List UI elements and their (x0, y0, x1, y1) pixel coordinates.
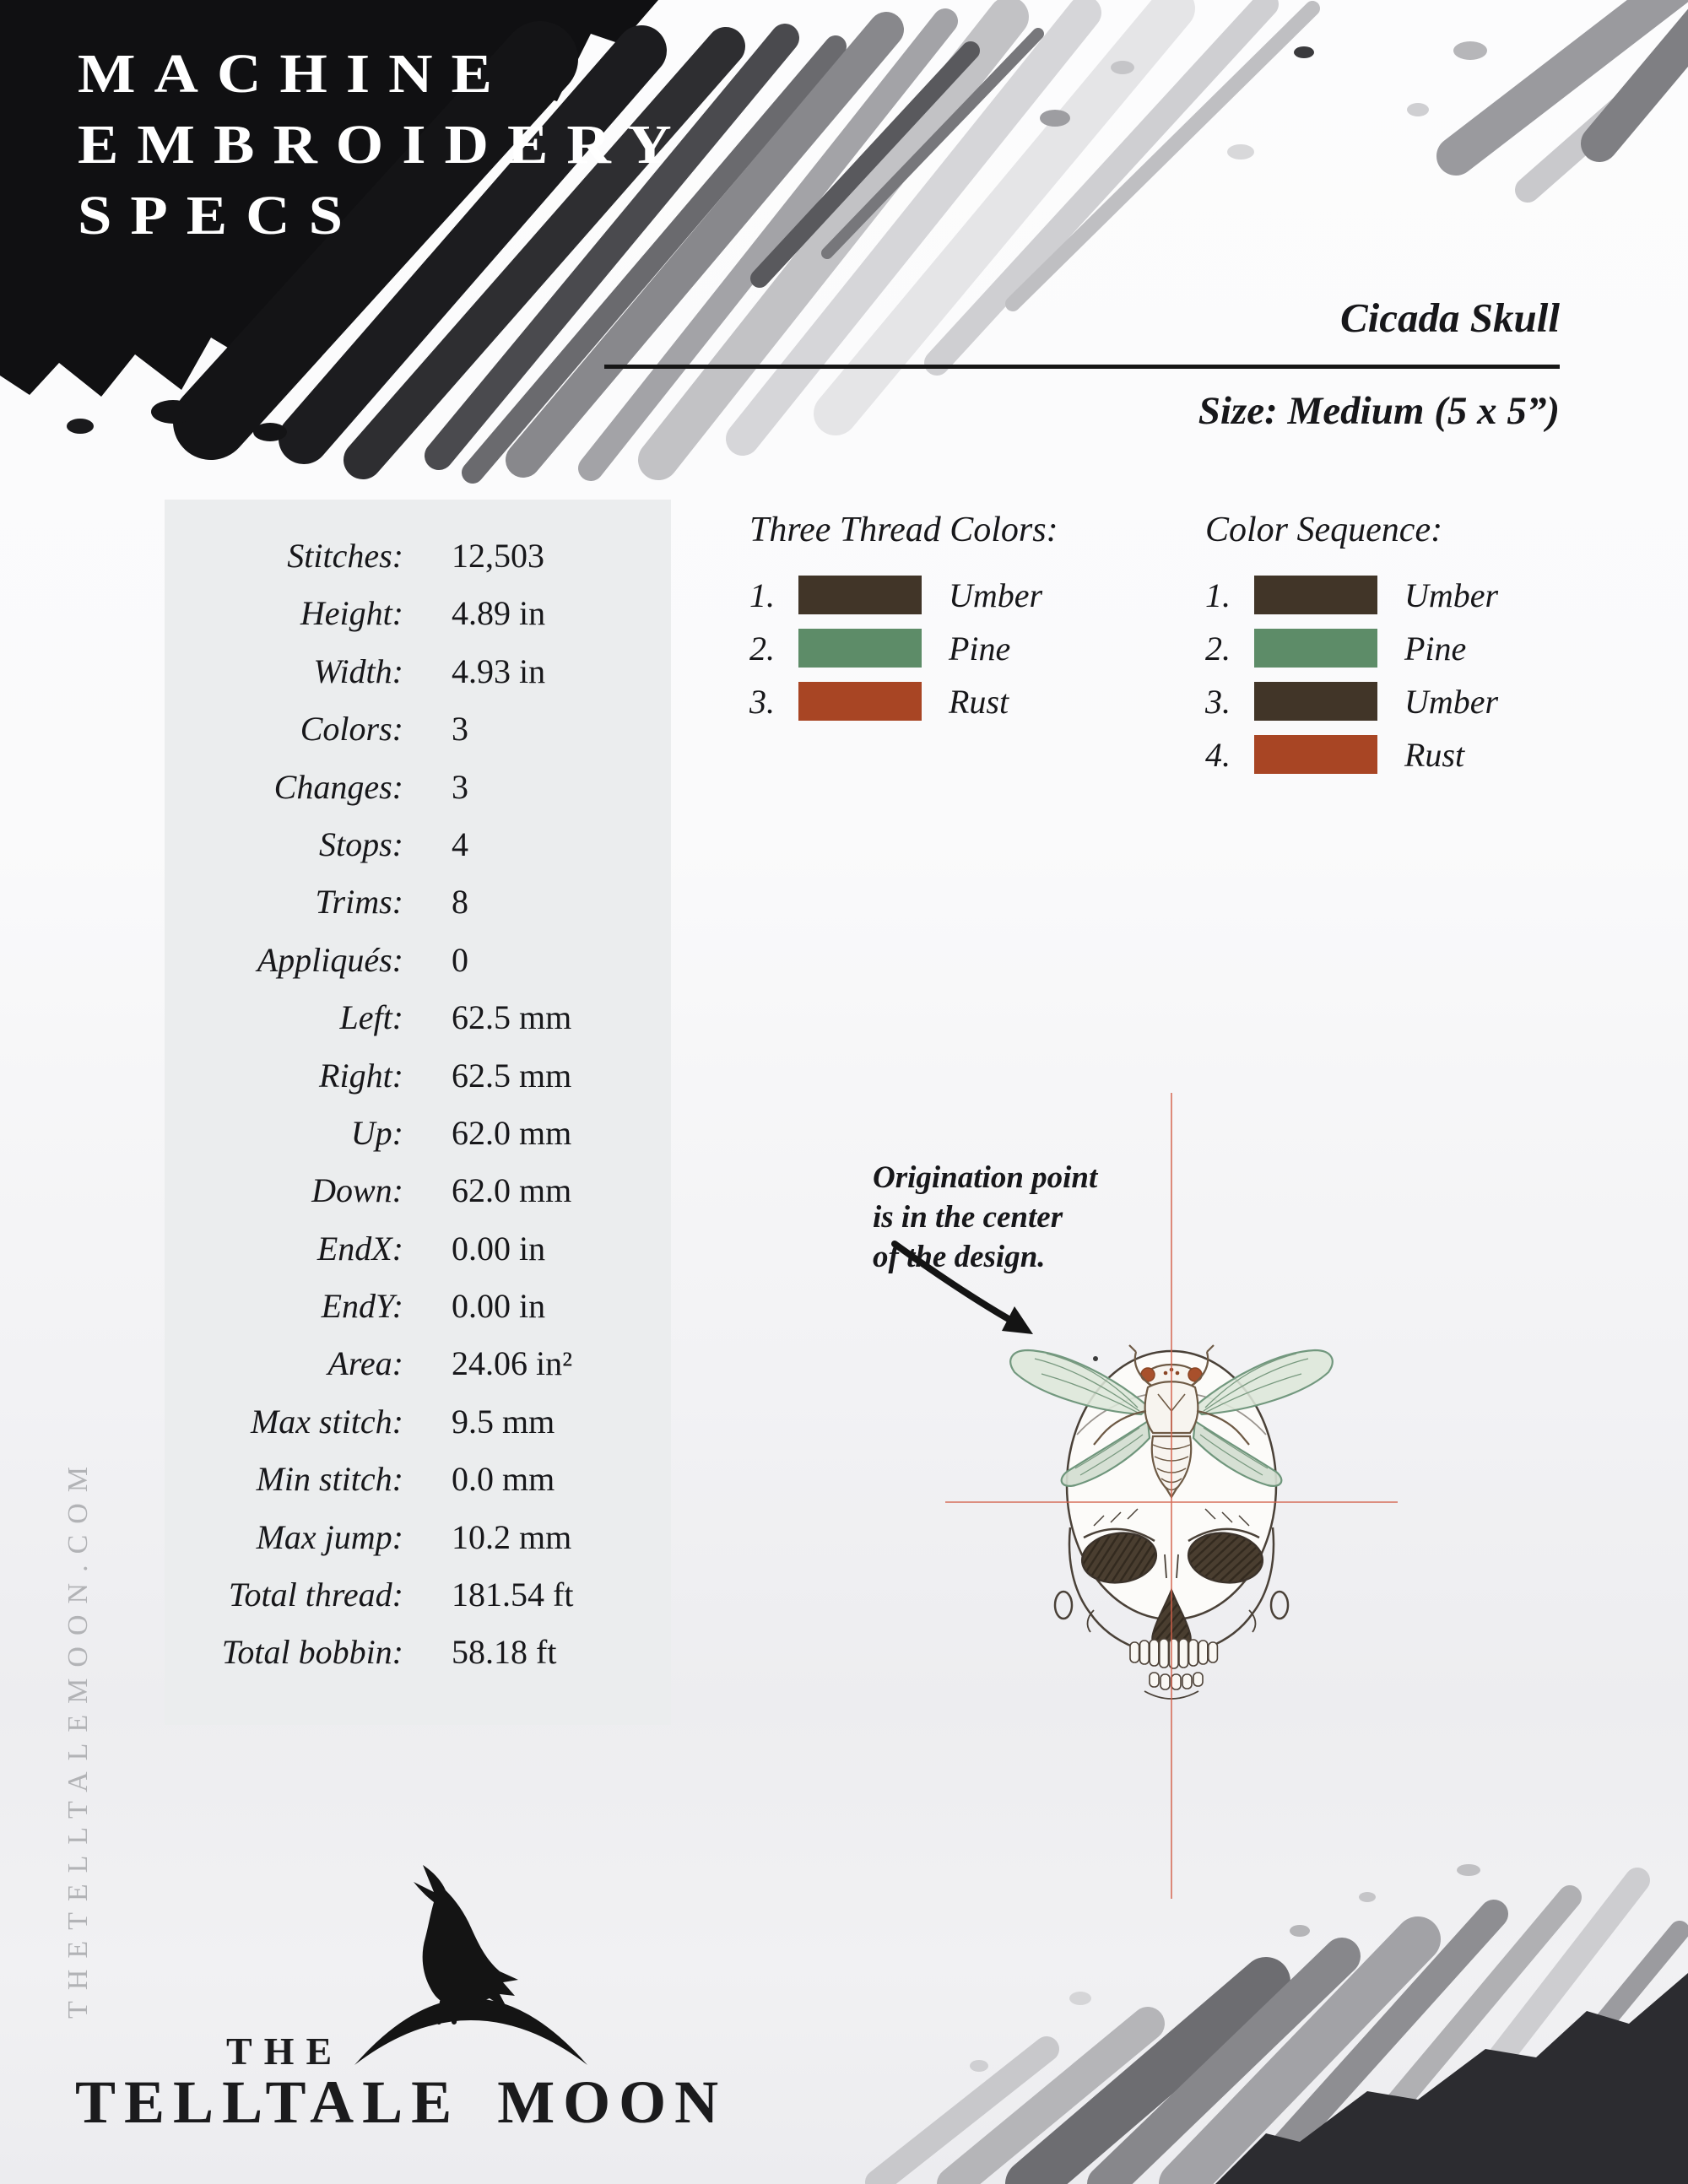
cicada-skull-illustration (928, 1080, 1418, 1907)
color-sequence-name: Pine (1404, 629, 1467, 668)
thread-color-name: Rust (949, 682, 1009, 721)
website-url: THETELLTALEMOON.COM (62, 1455, 94, 2019)
thread-colors-heading: Three Thread Colors: (749, 511, 1058, 549)
bottom-brush-art (827, 1846, 1688, 2184)
spec-value: 24.06 in² (452, 1344, 573, 1383)
spec-label: EndX: (316, 1229, 403, 1268)
origination-note-line: of the design. (873, 1240, 1046, 1274)
thread-color-row (749, 682, 1188, 721)
spec-value: 181.54 ft (452, 1576, 574, 1614)
thread-color-number: 3. (749, 682, 775, 721)
spec-row (165, 1105, 671, 1162)
spec-label: Width: (313, 651, 403, 690)
color-sequence-number: 1. (1205, 576, 1231, 614)
spec-row (165, 1047, 671, 1105)
spec-value: 62.5 mm (452, 1056, 572, 1095)
spec-value: 3 (452, 767, 468, 806)
color-sequence-number: 3. (1205, 682, 1231, 721)
spec-row (165, 989, 671, 1046)
spec-label: Changes: (273, 767, 403, 806)
color-sequence-name: Umber (1404, 682, 1499, 721)
spec-value: 10.2 mm (452, 1517, 572, 1556)
spec-label: Trims: (315, 883, 403, 922)
spec-label: EndY: (321, 1287, 403, 1326)
spec-row (165, 816, 671, 873)
spec-row (165, 643, 671, 700)
spec-label: Colors: (300, 710, 403, 749)
spec-value: 0.0 mm (452, 1460, 555, 1499)
spec-row (165, 1393, 671, 1451)
design-divider (604, 365, 1560, 369)
spec-label: Height: (300, 594, 403, 633)
thread-color-name: Pine (949, 629, 1011, 668)
spec-label: Total bobbin: (221, 1633, 403, 1672)
spec-value: 4.93 in (452, 651, 546, 690)
spec-value: 0.00 in (452, 1287, 546, 1326)
spec-label: Up: (350, 1113, 403, 1152)
spec-row (165, 759, 671, 816)
thread-color-swatch (798, 682, 922, 721)
color-sequence-name: Rust (1404, 735, 1465, 774)
origination-note-line: Origination point (873, 1160, 1098, 1195)
thread-colors-list (749, 576, 1188, 721)
brand-name-telltale-moon: TELLTALE MOON (75, 2068, 728, 2136)
spec-value: 58.18 ft (452, 1633, 557, 1672)
spec-label: Stops: (319, 824, 403, 863)
spec-value: 8 (452, 883, 468, 922)
color-sequence-name: Umber (1404, 576, 1499, 614)
design-size: Size: Medium (5 x 5”) (1198, 389, 1560, 433)
spec-value: 62.0 mm (452, 1171, 572, 1210)
spec-row (165, 1220, 671, 1278)
spec-row (165, 1451, 671, 1508)
spec-value: 0.00 in (452, 1229, 546, 1268)
thread-color-swatch (798, 576, 922, 614)
spec-value: 0 (452, 940, 468, 979)
page-title-line: EMBROIDERY (78, 114, 690, 176)
color-sequence-swatch (1254, 576, 1377, 614)
color-sequence-section (1205, 510, 1644, 788)
color-sequence-row (1205, 629, 1644, 668)
spec-label: Min stitch: (256, 1460, 403, 1499)
color-sequence-heading: Color Sequence: (1205, 511, 1443, 549)
page-title-line: MACHINE (78, 43, 511, 105)
spec-label: Down: (311, 1171, 403, 1210)
color-sequence-number: 2. (1205, 629, 1231, 668)
spec-label: Area: (327, 1344, 403, 1383)
page-title (78, 39, 690, 251)
spec-row (165, 1162, 671, 1219)
spec-label: Stitches: (287, 537, 403, 575)
spec-label: Right: (319, 1056, 403, 1095)
spec-row (165, 700, 671, 758)
origination-crosshair (945, 1093, 1398, 1899)
color-sequence-swatch (1254, 735, 1377, 774)
spec-panel (165, 500, 671, 1725)
color-sequence-swatch (1254, 629, 1377, 668)
spec-row (165, 585, 671, 642)
spec-row (165, 1624, 671, 1681)
spec-row (165, 932, 671, 989)
thread-color-number: 2. (749, 629, 775, 668)
thread-color-row (749, 576, 1188, 614)
thread-color-name: Umber (949, 576, 1043, 614)
spec-value: 4.89 in (452, 594, 546, 633)
spec-value: 4 (452, 824, 468, 863)
color-sequence-list (1205, 576, 1644, 774)
spec-row (165, 1335, 671, 1392)
color-sequence-row (1205, 735, 1644, 774)
spec-row (165, 1566, 671, 1624)
color-sequence-swatch (1254, 682, 1377, 721)
spec-row (165, 527, 671, 585)
spec-label: Total thread: (228, 1576, 403, 1614)
color-sequence-row (1205, 576, 1644, 614)
crow-moon-logo-icon (336, 1853, 598, 2074)
spec-row (165, 873, 671, 931)
thread-color-swatch (798, 629, 922, 668)
spec-value: 62.5 mm (452, 998, 572, 1037)
spec-label: Appliqués: (257, 940, 403, 979)
spec-value: 9.5 mm (452, 1402, 555, 1441)
spec-label: Left: (339, 998, 403, 1037)
brand-name-the: THE (226, 2030, 344, 2073)
spec-table (165, 500, 671, 1682)
spec-value: 12,503 (452, 537, 544, 575)
design-name: Cicada Skull (1339, 295, 1560, 341)
spec-row (165, 1509, 671, 1566)
spec-label: Max jump: (256, 1517, 403, 1556)
thread-color-number: 1. (749, 576, 775, 614)
spec-row (165, 1278, 671, 1335)
color-sequence-number: 4. (1205, 735, 1231, 774)
spec-label: Max stitch: (250, 1402, 403, 1441)
spec-value: 3 (452, 710, 468, 749)
thread-color-row (749, 629, 1188, 668)
page-title-line: SPECS (78, 185, 361, 246)
spec-value: 62.0 mm (452, 1113, 572, 1152)
color-sequence-row (1205, 682, 1644, 721)
thread-colors-section (749, 510, 1188, 735)
origination-note-line: is in the center (873, 1200, 1063, 1235)
